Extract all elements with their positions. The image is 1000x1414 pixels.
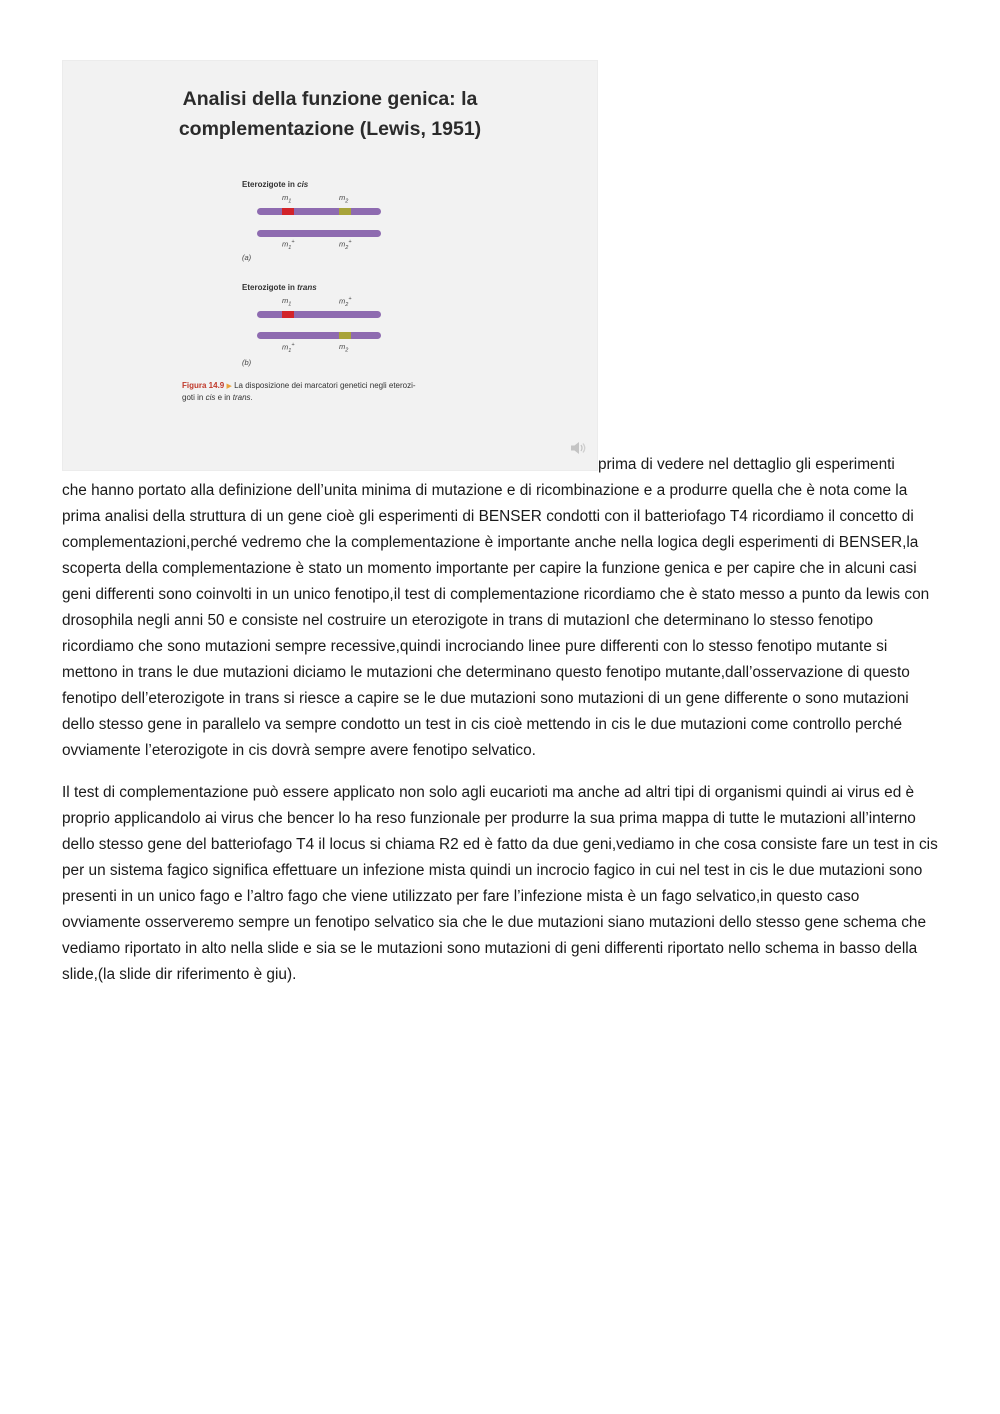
panel-a-chromosome-top — [257, 208, 381, 215]
panel-b-top-marker-2: $m_2^+$ — [339, 296, 352, 308]
panel-a-label: Eterozigote in cis — [242, 180, 309, 189]
panel-a-top-marker-2: $m_2$ — [339, 193, 349, 205]
paragraph-1-body: che hanno portato alla definizione dell’unita minima di mutazione e di ricombinazione e a produrre quella che è nota come la prima analisi della struttura di un gene cioè gli esperimenti di BENSER condotti con il batteriofago T4 ricordiamo il concetto di complementazioni,perché vedremo che la complementazione è importante anche nella logica degli esperimenti di BENSER,la scoperta della complementazione è stato un momento importante per capire la funzione genica e per capire che in alcuni casi geni differenti sono coinvolti in un unico fenotipo,il test di complementazione ricordiamo che è stato messo a punto da lewis con drosophila negli anni 50 e consiste nel costruire un eterozigote in trans di mutazionI che determinano lo stesso fenotipo ricordiamo che sono mutazioni sempre recessive,quindi incrociando linee pure differenti con lo stesso fenotipo mutante si mettono in trans le due mutazioni diciamo le mutazioni che determinano questo fenotipo mutante,dall’osservazione di questo fenotipo dell’eterozigote in trans si riesce a capire se le due mutazioni sono mutazioni di un gene differente o sono mutazioni dello stesso gene in parallelo va sempre condotto un test in cis cioè mettendo in cis le due mutazioni come controllo perché ovviamente l’eterozigote in cis dovrà sempre avere fenotipo selvatico. — [62, 482, 930, 759]
paragraph-2: Il test di complementazione può essere applicato non solo agli eucarioti ma anche ad altri tipi di organismi quindi ai virus ed è proprio applicandolo ai virus che bencer lo ha reso funzionale per produrre la sua prima mappa di tutte le mutazioni all’interno dello stesso gene del batteriofago T4 il locus si chiama R2 ed è fatto da due geni,vediamo in che cosa consiste fare un test in cis per un sistema fagico significa effettuare un infezione mista quindi un incrocio fagico in cui nel test in cis le due mutazioni sono presenti in un unico fago e l’altro fago che viene utilizzato per fare l’infezione mista è un fago selvatico,in questo caso ovviamente osserveremo sempre un fenotipo selvatico sia che le due mutazioni siano mutazioni dello stesso gene schema che vediamo riportato in alto nella slide e sia se le mutazioni sono mutazioni di geni differenti riportato nello schema in basso della slide,(la slide dir riferimento è giu). — [62, 784, 938, 983]
panel-b-bottom-marker-1: $m_1^+$ — [282, 342, 295, 354]
mutation-m1-band — [282, 208, 294, 215]
panel-b-chromosome-top — [257, 311, 381, 318]
mutation-m1-band — [282, 311, 294, 318]
figure-caption: Figura 14.9 ▶ La disposizione dei marcatori genetici negli eterozi- goti in cis e in trans. — [182, 381, 416, 402]
panel-a-bottom-marker-1: $m_1^+$ — [282, 239, 295, 251]
panel-b-top-marker-1: $m_1$ — [282, 296, 292, 308]
panel-a-bottom-marker-2: $m_2^+$ — [339, 239, 352, 251]
figure-number: Figura 14.9 — [182, 381, 225, 390]
paragraph-1-first-line: prima di vedere nel dettaglio gli esperimenti — [598, 456, 895, 473]
panel-b-chromosome-bottom — [257, 332, 381, 339]
caption-arrow-icon: ▶ — [226, 383, 232, 390]
slide-title — [62, 84, 598, 144]
panel-b-letter: (b) — [242, 358, 252, 367]
panel-a-chromosome-bottom — [257, 230, 381, 237]
panel-a-letter: (a) — [242, 253, 252, 262]
panel-a-top-marker-1: $m_1$ — [282, 193, 292, 205]
mutation-m2-band — [339, 332, 351, 339]
panel-b-label: Eterozigote in trans — [242, 283, 317, 292]
slide-title-line-2: complementazione (Lewis, 1951) — [178, 118, 482, 140]
slide-title-line-1: Analisi della funzione genica: la — [182, 88, 478, 110]
mutation-m2-band — [339, 208, 351, 215]
paragraph-1 — [62, 452, 942, 764]
document-body — [62, 452, 942, 988]
panel-b-bottom-marker-2: $m_2$ — [339, 342, 349, 354]
slide-image — [62, 60, 598, 471]
